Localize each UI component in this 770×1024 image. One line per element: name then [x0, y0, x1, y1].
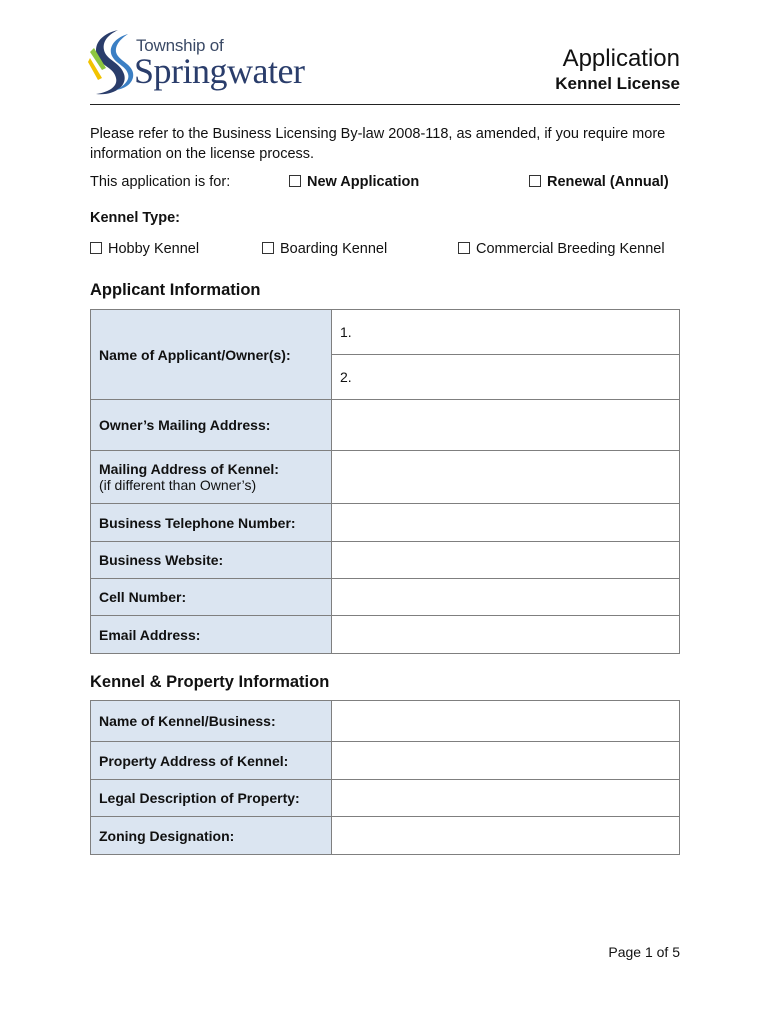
mailing-address-field[interactable] — [332, 400, 680, 451]
intro-paragraph: Please refer to the Business Licensing By-law 2008-118, as amended, if you require more information on the license process. — [90, 126, 666, 162]
township-logo — [88, 28, 328, 96]
checkbox-icon[interactable] — [289, 175, 301, 187]
document-title: Application — [562, 45, 680, 72]
springwater-swoosh-icon — [88, 28, 134, 96]
checkbox-icon[interactable] — [262, 242, 274, 254]
business-website-label: Business Website: — [91, 542, 332, 579]
hobby-kennel-label: Hobby Kennel — [108, 241, 200, 257]
property-address-field[interactable] — [332, 742, 680, 780]
checkbox-icon[interactable] — [458, 242, 470, 254]
business-website-field[interactable] — [332, 542, 680, 579]
document-subtitle: Kennel License — [555, 74, 680, 93]
email-address-field[interactable] — [332, 616, 680, 654]
owner-name-field-1[interactable] — [332, 310, 680, 355]
line-number-1: 1. — [340, 324, 352, 340]
business-name-field[interactable] — [332, 701, 680, 742]
zoning-designation-field[interactable] — [332, 817, 680, 855]
legal-description-field[interactable] — [332, 780, 680, 817]
kennel-type-label: Kennel Type: — [90, 210, 180, 226]
title-divider — [90, 104, 680, 105]
new-application-option[interactable] — [289, 174, 419, 190]
commercial-breeding-option[interactable] — [458, 241, 665, 257]
page-number: Page 1 of 5 — [608, 944, 680, 960]
logo-text-township: Township of — [136, 36, 224, 55]
name-label: Name of Applicant/Owner(s): — [91, 310, 332, 400]
renewal-option[interactable] — [529, 174, 669, 190]
applicant-section-heading: Applicant Information — [90, 281, 261, 299]
kennel-mailing-address-title: Mailing Address of Kennel: — [99, 461, 279, 477]
checkbox-icon[interactable] — [90, 242, 102, 254]
logo-text-springwater: Springwater — [134, 51, 305, 91]
property-table — [90, 700, 680, 855]
business-phone-label: Business Telephone Number: — [91, 504, 332, 542]
business-name-label: Name of Kennel/Business: — [91, 701, 332, 742]
renewal-label: Renewal (Annual) — [547, 174, 669, 190]
owner-name-field-2[interactable] — [332, 355, 680, 400]
mailing-address-label: Owner’s Mailing Address: — [91, 400, 332, 451]
kennel-mailing-address-note: (if different than Owner’s) — [99, 477, 257, 493]
new-application-label: New Application — [307, 174, 420, 190]
legal-description-label: Legal Description of Property: — [91, 780, 332, 817]
zoning-designation-label: Zoning Designation: — [91, 817, 332, 855]
boarding-kennel-label: Boarding Kennel — [280, 241, 388, 257]
line-number-2: 2. — [340, 369, 352, 385]
boarding-kennel-option[interactable] — [262, 241, 387, 257]
cell-number-label: Cell Number: — [91, 579, 332, 616]
kennel-mailing-address-label — [91, 451, 332, 504]
kennel-mailing-address-field[interactable] — [332, 451, 680, 504]
applicant-table — [90, 309, 680, 654]
cell-number-field[interactable] — [332, 579, 680, 616]
property-address-label: Property Address of Kennel: — [91, 742, 332, 780]
checkbox-icon[interactable] — [529, 175, 541, 187]
property-section-heading: Kennel & Property Information — [90, 673, 330, 691]
hobby-kennel-option[interactable] — [90, 241, 199, 257]
application-for-label: This application is for: — [90, 174, 231, 190]
email-address-label: Email Address: — [91, 616, 332, 654]
commercial-breeding-label: Commercial Breeding Kennel — [476, 241, 665, 257]
business-phone-field[interactable] — [332, 504, 680, 542]
